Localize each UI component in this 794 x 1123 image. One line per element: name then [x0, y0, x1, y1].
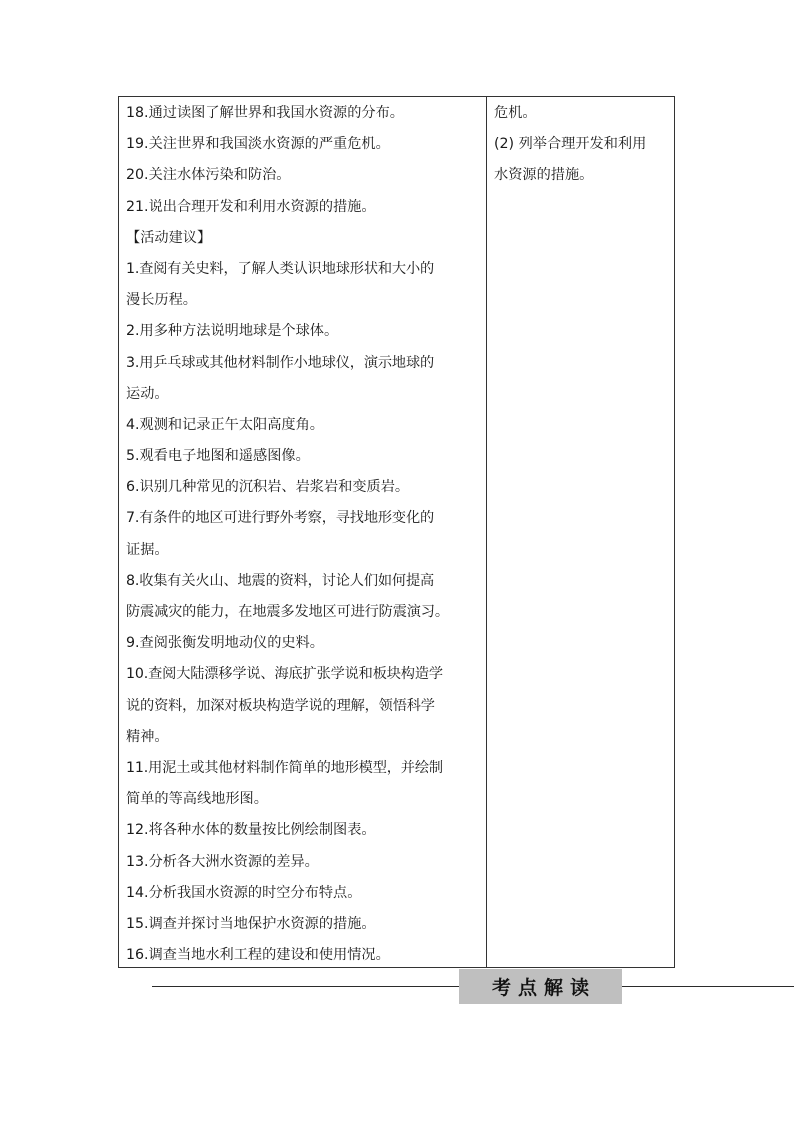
requirement-column [487, 97, 674, 967]
table-line: 4.观测和记录正午太阳高度角。 [126, 416, 324, 433]
table-line: 运动。 [126, 385, 169, 402]
table-line: 18.通过读图了解世界和我国水资源的分布。 [126, 105, 404, 121]
activity-column [119, 97, 487, 967]
table-line: 说的资料，加深对板块构造学说的理解，领悟科学 [126, 697, 435, 714]
table-line: 6.识别几种常见的沉积岩、岩浆岩和变质岩。 [126, 479, 410, 496]
table-line: 12.将各种水体的数量按比例绘制图表。 [126, 822, 376, 839]
table-line: 1.查阅有关史料，了解人类认识地球形状和大小的 [126, 260, 435, 277]
table-line: 19.关注世界和我国淡水资源的严重危机。 [126, 136, 390, 153]
table-line: 21.说出合理开发和利用水资源的措施。 [126, 198, 376, 215]
activity-heading: 【活动建议】 [126, 229, 212, 246]
table-line: 漫长历程。 [126, 292, 197, 309]
table-line: 水资源的措施。 [494, 167, 594, 184]
table-line: 10.查阅大陆漂移学说、海底扩张学说和板块构造学 [126, 666, 443, 683]
table-line: 5.观看电子地图和遥感图像。 [126, 448, 310, 465]
table-line: 2.用多种方法说明地球是个球体。 [126, 323, 339, 340]
table-line: 证据。 [126, 541, 169, 558]
table-line: (2) 列举合理开发和利用 [494, 136, 647, 153]
table-line: 精神。 [126, 728, 169, 745]
section-divider-left [152, 986, 459, 987]
table-line: 简单的等高线地形图。 [126, 791, 268, 808]
table-line: 防震减灾的能力，在地震多发地区可进行防震演习。 [126, 604, 449, 620]
table-line: 8.收集有关火山、地震的资料，讨论人们如何提高 [126, 572, 435, 589]
section-divider-right [622, 986, 794, 987]
table-line: 14.分析我国水资源的时空分布特点。 [126, 884, 362, 901]
table-line: 3.用乒乓球或其他材料制作小地球仪，演示地球的 [126, 354, 435, 371]
table-line: 20.关注水体污染和防治。 [126, 167, 291, 184]
curriculum-table [118, 96, 675, 968]
section-banner-title: 考点解读 [491, 977, 596, 999]
table-line: 11.用泥土或其他材料制作简单的地形模型，并绘制 [126, 759, 443, 776]
table-line: 9.查阅张衡发明地动仪的史料。 [126, 635, 324, 652]
table-line: 15.调查并探讨当地保护水资源的措施。 [126, 915, 376, 932]
table-line: 13.分析各大洲水资源的差异。 [126, 853, 319, 870]
table-line: 7.有条件的地区可进行野外考察，寻找地形变化的 [126, 510, 435, 527]
table-line: 危机。 [494, 105, 537, 121]
section-banner [459, 969, 622, 1004]
table-line: 16.调查当地水利工程的建设和使用情况。 [126, 947, 390, 964]
